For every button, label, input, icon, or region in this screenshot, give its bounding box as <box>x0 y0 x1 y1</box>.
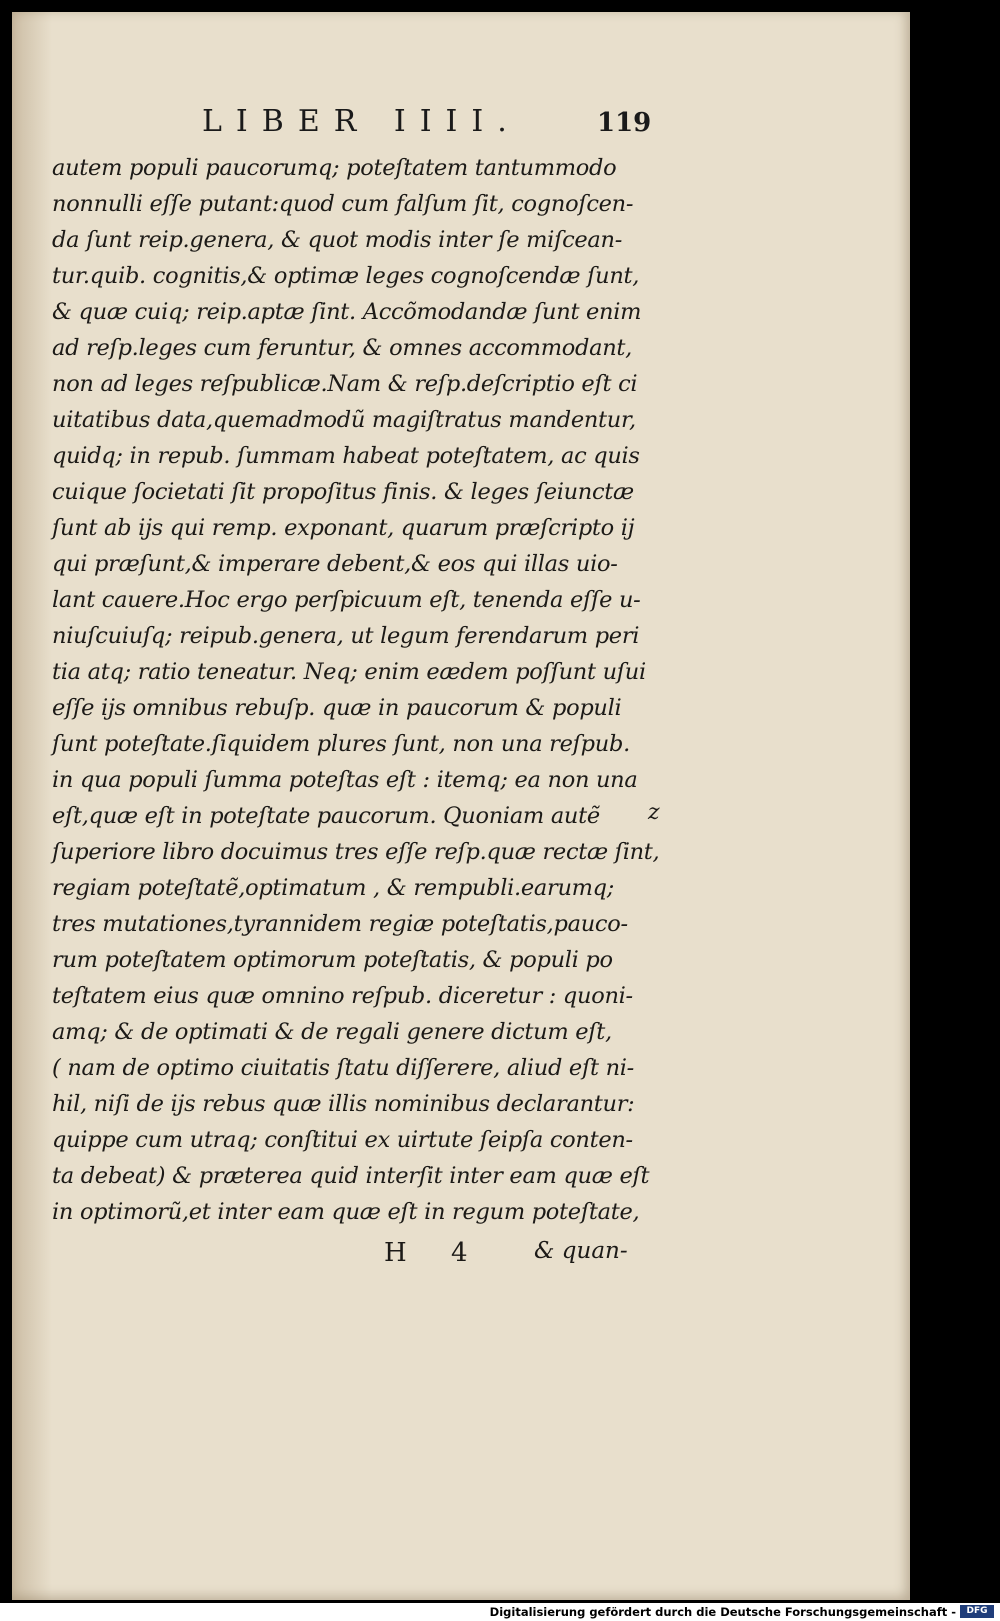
text-line: eſſe ijs omnibus rebuſp. quæ in paucorum & populi <box>52 695 622 721</box>
catchword: & quan- <box>534 1238 628 1264</box>
text-line: qui præſunt,& imperare debent,& eos qui illas uio- <box>52 551 618 577</box>
text-line: tres mutationes,tyrannidem regiæ poteſtatis,pauco- <box>52 911 628 937</box>
text-line: cuique ſocietati ſit propoſitus finis. & leges ſeiunctæ <box>52 479 634 505</box>
text-line: regiam poteſtatẽ,optimatum , & rempubli.earumq; <box>52 875 615 901</box>
text-line: teſtatem eius quæ omnino reſpub. diceretur : quoni- <box>52 983 633 1009</box>
text-line: lant cauere.Hoc ergo perſpicuum eſt, tenenda eſſe u- <box>52 587 641 613</box>
text-line: ſuperiore libro docuimus tres eſſe reſp.quæ rectæ ſint, <box>52 839 660 865</box>
digitization-footer <box>0 1603 1000 1621</box>
text-line: hil, niſi de ijs rebus quæ illis nominibus declarantur: <box>52 1091 635 1117</box>
text-line: nonnulli eſſe putant:quod cum falſum ſit, cognoſcen- <box>52 191 634 217</box>
text-line: da ſunt reip.genera, & quot modis inter ſe miſcean- <box>52 227 623 253</box>
running-title: LIBER IIII. <box>202 104 521 139</box>
text-line: autem populi paucorumq; poteſtatem tantummodo <box>52 155 617 181</box>
dfg-logo-icon: DFG <box>960 1605 994 1618</box>
text-line: niuſcuiuſq; reipub.genera, ut legum ferendarum peri <box>52 623 640 649</box>
text-line: quippe cum utraq; conſtitui ex uirtute ſeipſa conten- <box>52 1127 633 1153</box>
page-number: 119 <box>597 108 652 138</box>
footer-credit: Digitalisierung gefördert durch die Deutsche Forschungsgemeinschaft - <box>489 1605 956 1619</box>
signature-mark: H 4 <box>384 1238 486 1268</box>
marginal-note: z <box>648 800 660 825</box>
paper-stain <box>12 12 52 1600</box>
text-line: quidq; in repub. ſummam habeat poteſtatem, ac quis <box>52 443 640 469</box>
text-line: non ad leges reſpublicæ.Nam & reſp.deſcriptio eſt ci <box>52 371 638 397</box>
text-line: amq; & de optimati & de regali genere dictum eſt, <box>52 1019 612 1045</box>
text-line: ſunt poteſtate.ſiquidem plures ſunt, non una reſpub. <box>52 731 630 757</box>
text-line: tur.quib. cognitis,& optimæ leges cognoſcendæ ſunt, <box>52 263 640 289</box>
book-page <box>12 12 910 1600</box>
text-line: in optimorũ,et inter eam quæ eſt in regum poteſtate, <box>52 1199 640 1225</box>
text-line: uitatibus data,quemadmodũ magiſtratus mandentur, <box>52 407 636 433</box>
text-line: & quæ cuiq; reip.aptæ ſint. Accõmodandæ ſunt enim <box>52 299 642 325</box>
text-line: eſt,quæ eſt in poteſtate paucorum. Quoniam autẽ <box>52 803 600 829</box>
text-line: ( nam de optimo ciuitatis ſtatu diſſerere, aliud eſt ni- <box>52 1055 634 1081</box>
text-line: tia atq; ratio teneatur. Neq; enim eædem poſſunt uſui <box>52 659 646 685</box>
text-line: ſunt ab ijs qui remp. exponant, quarum præſcripto ij <box>52 515 635 541</box>
text-line: rum poteſtatem optimorum poteſtatis, & populi po <box>52 947 613 973</box>
body-text <box>52 150 660 1230</box>
text-line: ta debeat) & præterea quid interſit inter eam quæ eſt <box>52 1163 650 1189</box>
text-line: in qua populi ſumma poteſtas eſt : itemq; ea non una <box>52 767 638 793</box>
text-line: ad reſp.leges cum feruntur, & omnes accommodant, <box>52 335 632 361</box>
